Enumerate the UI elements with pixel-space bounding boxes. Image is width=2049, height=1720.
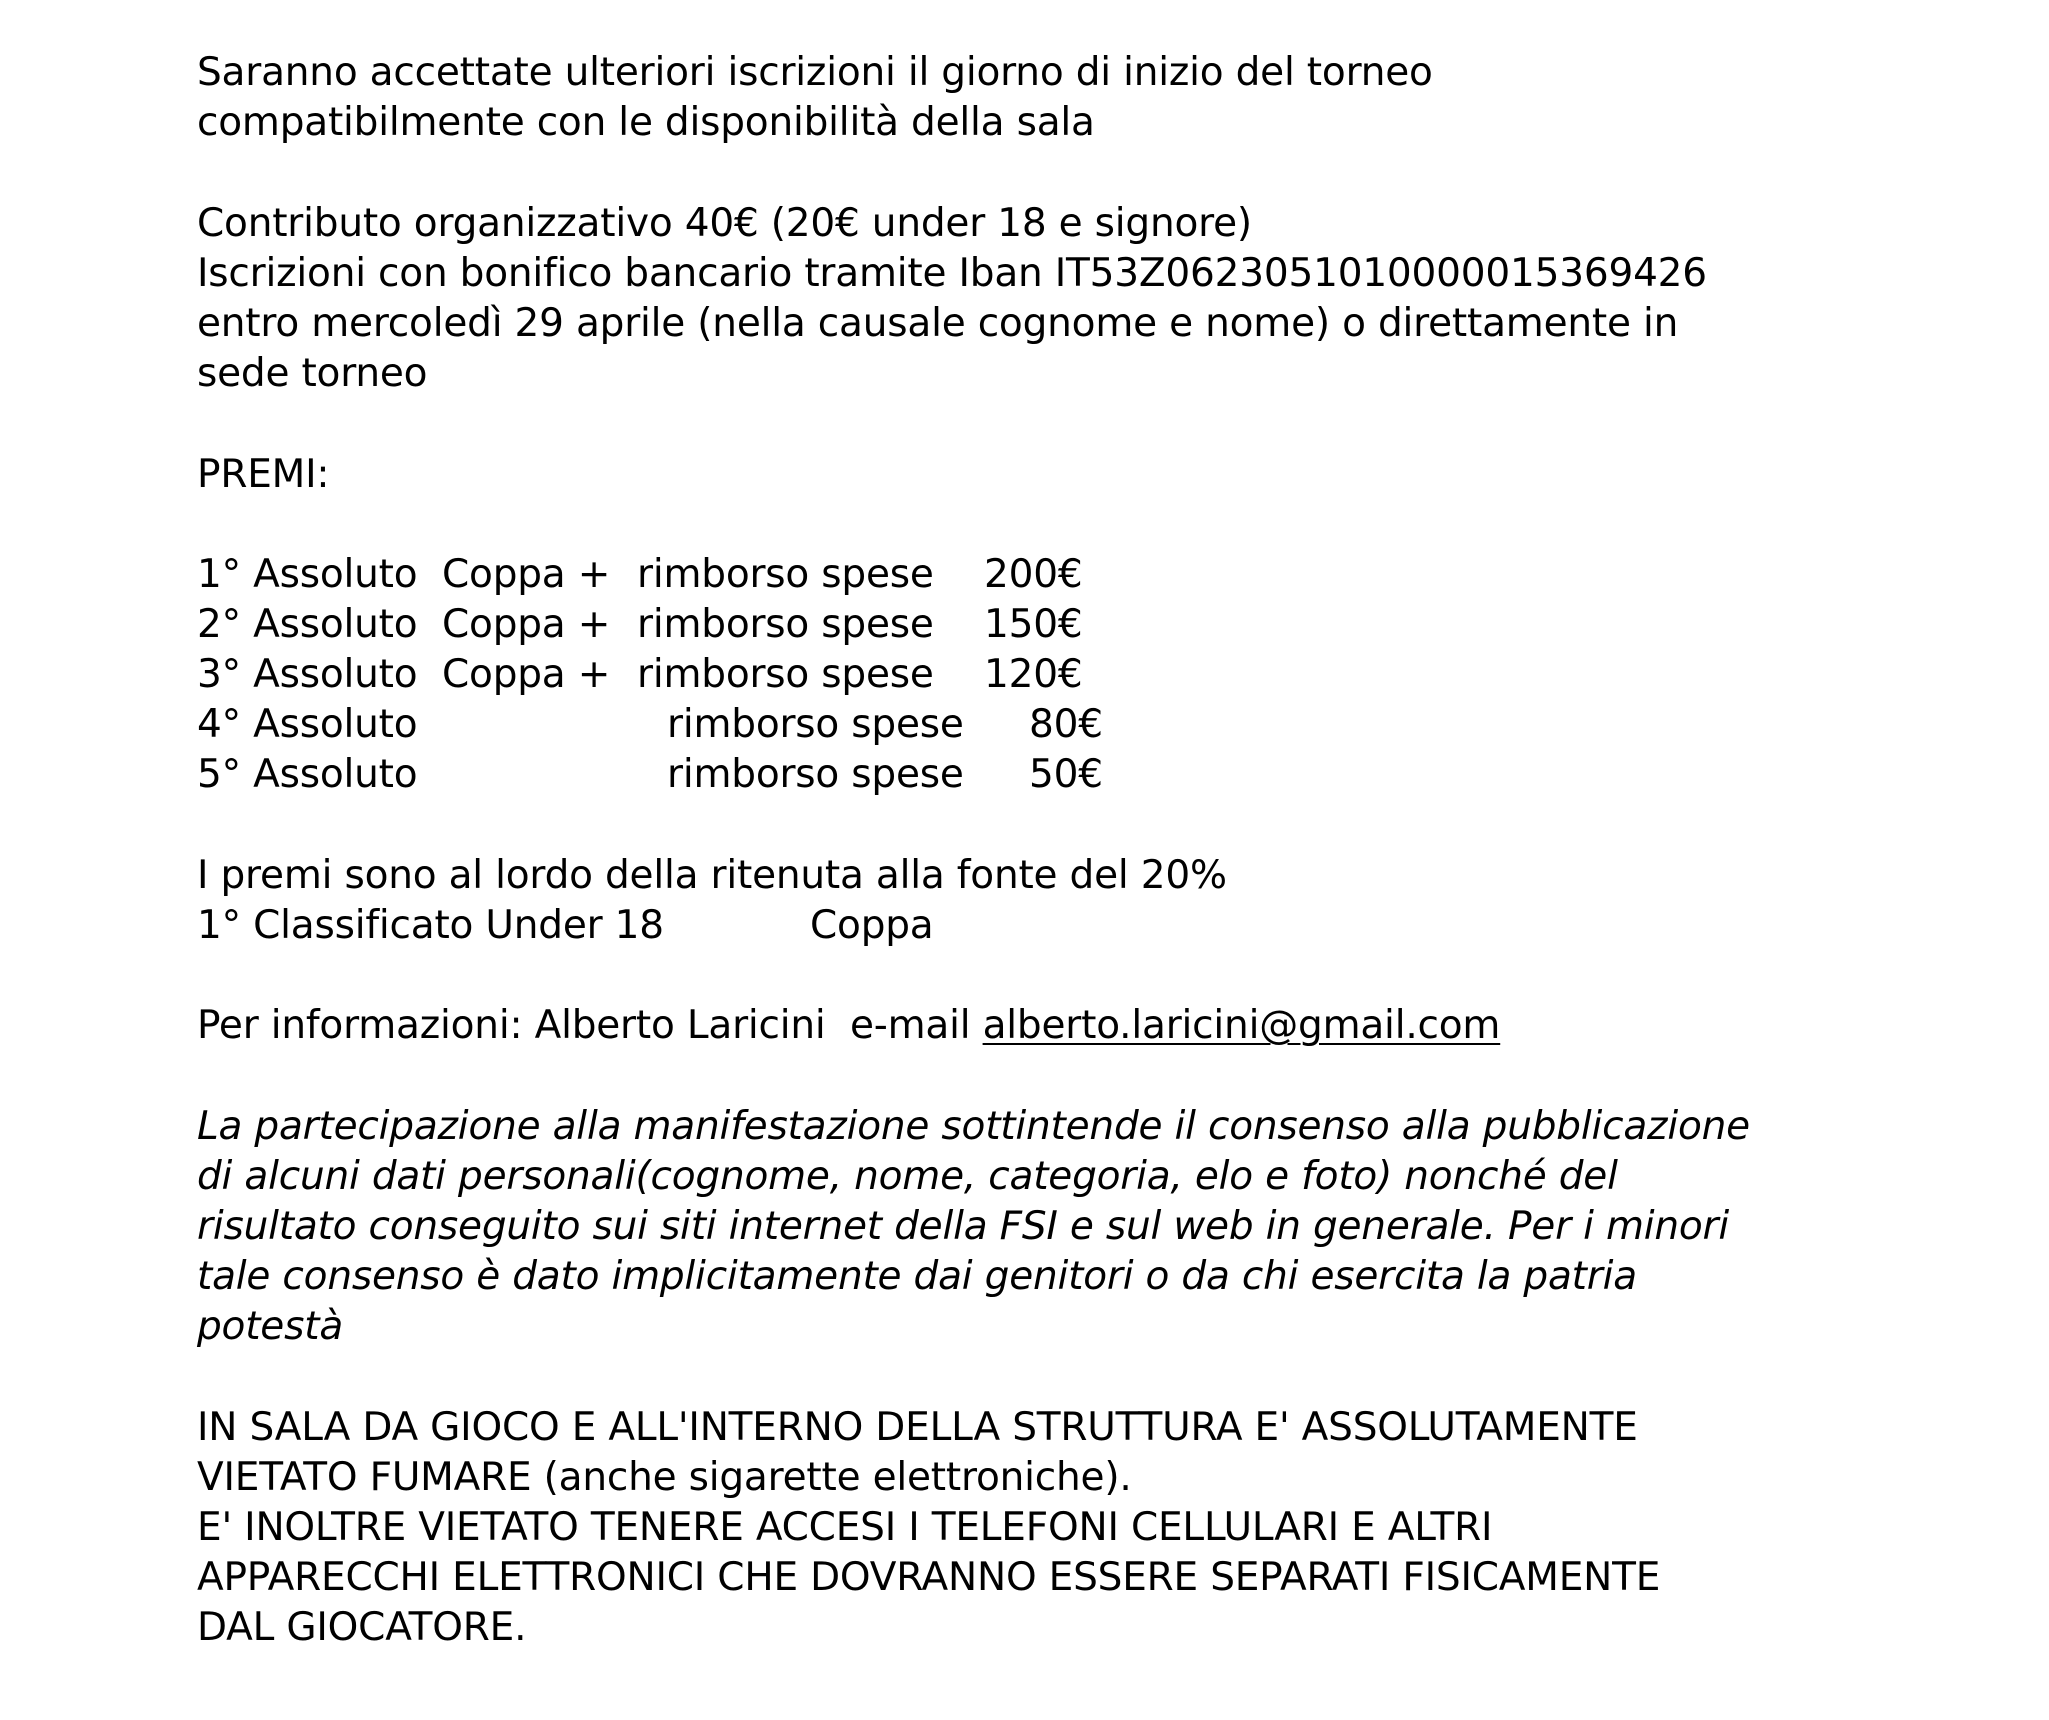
fee-line-1: Contributo organizzativo 40€ (20€ under 18 e signore): [197, 201, 1252, 246]
prize-amount: 200€: [984, 552, 1083, 597]
venue-line: sede torneo: [197, 351, 428, 396]
prize-place: 4° Assoluto: [197, 702, 418, 747]
rules-line-5: DAL GIOCATORE.: [197, 1605, 527, 1650]
rules-line-4: APPARECCHI ELETTRONICI CHE DOVRANNO ESSERE SEPARATI FISICAMENTE: [197, 1555, 1661, 1600]
registration-line-1: Saranno accettate ulteriori iscrizioni il giorno di inizio del torneo: [197, 50, 1433, 95]
prize-label: rimborso spese: [637, 552, 934, 597]
prize-trophy: Coppa +: [442, 552, 611, 597]
prize-label: rimborso spese: [637, 602, 934, 647]
prize-amount: 120€: [984, 652, 1083, 697]
prize-row: [197, 550, 1197, 600]
prize-amount: 80€: [1029, 702, 1103, 747]
under18-prize: Coppa: [810, 903, 934, 948]
privacy-line-1: La partecipazione alla manifestazione sottintende il consenso alla pubblicazione: [197, 1104, 1750, 1149]
prize-place: 3° Assoluto: [197, 652, 418, 697]
rules-line-1: IN SALA DA GIOCO E ALL'INTERNO DELLA STRUTTURA E' ASSOLUTAMENTE: [197, 1405, 1638, 1450]
privacy-line-3: risultato conseguito sui siti internet della FSI e sul web in generale. Per i minori: [197, 1204, 1730, 1249]
prize-row: [197, 700, 1197, 750]
prize-place: 1° Assoluto: [197, 552, 418, 597]
prize-amount: 50€: [1029, 752, 1103, 797]
privacy-line-5: potestà: [197, 1304, 344, 1349]
prizes-heading: PREMI:: [197, 452, 330, 497]
under18-label: 1° Classificato Under 18: [197, 903, 664, 948]
iban-line: Iscrizioni con bonifico bancario tramite Iban IT53Z0623051010000015369426: [197, 251, 1707, 296]
prize-place: 5° Assoluto: [197, 752, 418, 797]
contact-line: [197, 1001, 1500, 1051]
prize-amount: 150€: [984, 602, 1083, 647]
rules-line-2: VIETATO FUMARE (anche sigarette elettroniche).: [197, 1455, 1132, 1500]
tax-note: I premi sono al lordo della ritenuta alla fonte del 20%: [197, 853, 1227, 898]
registration-line-2: compatibilmente con le disponibilità della sala: [197, 100, 1095, 145]
prize-trophy: Coppa +: [442, 652, 611, 697]
prize-row: [197, 600, 1197, 650]
prize-row: [197, 750, 1197, 800]
prize-label: rimborso spese: [667, 702, 964, 747]
privacy-line-2: di alcuni dati personali(cognome, nome, categoria, elo e foto) nonché del: [197, 1154, 1618, 1199]
privacy-line-4: tale consenso è dato implicitamente dai genitori o da chi esercita la patria: [197, 1254, 1637, 1299]
prize-trophy: Coppa +: [442, 602, 611, 647]
prize-row: [197, 650, 1197, 700]
contact-prefix: Per informazioni: Alberto Laricini e-mail: [197, 1003, 983, 1048]
prize-label: rimborso spese: [667, 752, 964, 797]
prize-label: rimborso spese: [637, 652, 934, 697]
email-link[interactable]: alberto.laricini@gmail.com: [982, 1003, 1501, 1048]
rules-line-3: E' INOLTRE VIETATO TENERE ACCESI I TELEFONI CELLULARI E ALTRI: [197, 1505, 1493, 1550]
prize-place: 2° Assoluto: [197, 602, 418, 647]
deadline-line: entro mercoledì 29 aprile (nella causale cognome e nome) o direttamente in: [197, 301, 1679, 346]
under18-prize-row: [197, 901, 997, 951]
